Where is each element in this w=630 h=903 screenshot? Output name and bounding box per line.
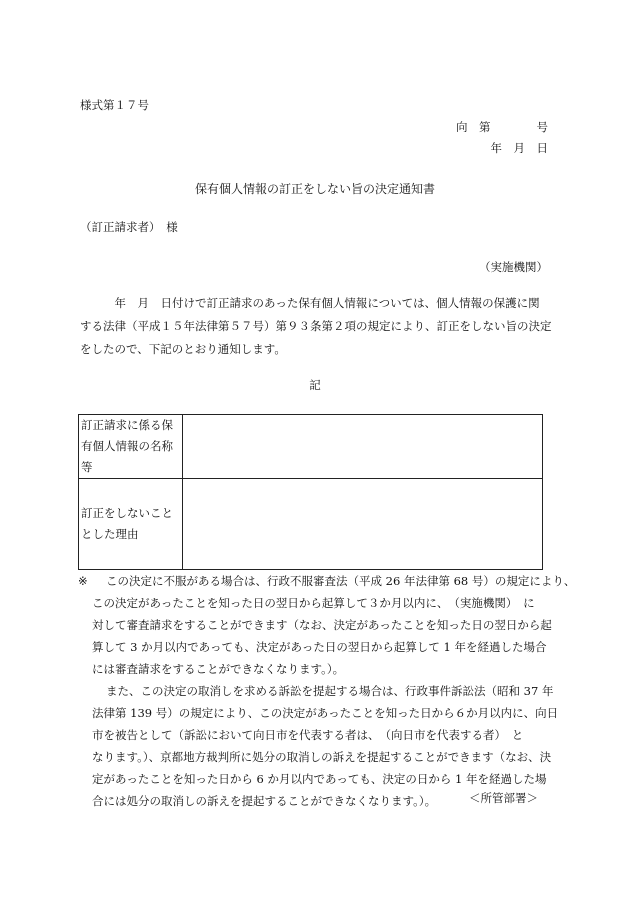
note-line: 定があったことを知った日から 6 か月以内であっても、決定の日から 1 年を経過した場: [92, 772, 547, 786]
reason-label: [79, 479, 183, 570]
label-line: 有個人情報の名称: [81, 439, 173, 453]
notice-body-line: する法律（平成１５年法律第５７号）第９３条第２項の規定により、訂正をしない旨の決定: [80, 319, 552, 333]
note-line: なります。）、京都地方裁判所に処分の取消しの訴えを提起することができます（なお、決: [92, 750, 552, 764]
addressee: （訂正請求者） 様: [80, 220, 178, 234]
note-line: この決定に不服がある場合は、行政不服審査法（平成 26 年法律第 68 号）の規定により、: [106, 574, 576, 588]
note-line: 市を被告として（訴訟において向日市を代表する者は、 （向日市を代表する者） と: [92, 728, 524, 742]
responsible-department: ＜所管部署＞: [469, 791, 538, 805]
label-line: 訂正をしないこと: [81, 506, 173, 520]
label-line: とした理由: [81, 527, 139, 541]
note-line: 対して審査請求をすることができます（なお、決定があったことを知った日の翌日から起: [92, 618, 552, 632]
label-line: 等: [81, 460, 93, 474]
note-line: 法律第 139 号）の規定により、この決定があったことを知った日から６か月以内に、向日: [92, 706, 559, 720]
label-line: 訂正請求に係る保: [81, 418, 173, 432]
appeal-notes: [78, 570, 576, 812]
notice-body-line: 年 月 日付けで訂正請求のあった保有個人情報については、個人情報の保護に関: [80, 296, 540, 310]
notice-body-line: をしたので、下記のとおり通知します。: [80, 342, 286, 356]
note-line: この決定があったことを知った日の翌日から起算して３か月以内に、 （実施機関） に: [92, 596, 535, 610]
note-line: 算して 3 か月以内であっても、決定があった日の翌日から起算して 1 年を経過した場合: [92, 640, 547, 654]
notice-body: [80, 292, 550, 361]
document-date: 年 月 日: [490, 141, 548, 155]
issuing-agency: （実施機関）: [479, 260, 548, 274]
table-row: [79, 479, 543, 570]
form-number: 様式第１７号: [80, 98, 149, 112]
note-line: また、この決定の取消しを求める訴訟を提起する場合は、行政事件訴訟法（昭和 37 年: [106, 684, 554, 698]
details-table: [78, 414, 543, 570]
record-name-label: [79, 415, 183, 479]
ki-heading: 記: [309, 378, 321, 392]
table-row: [79, 415, 543, 479]
document-number: 向 第 号: [456, 120, 548, 134]
note-line: には審査請求をすることができなくなります。）。: [92, 662, 345, 676]
note-line: 合には処分の取消しの訴えを提起することができなくなります。）。: [92, 794, 437, 808]
reason-value: [183, 479, 543, 570]
record-name-value: [183, 415, 543, 479]
note-mark: ※: [78, 574, 88, 588]
document-title: 保有個人情報の訂正をしない旨の決定通知書: [194, 182, 435, 196]
